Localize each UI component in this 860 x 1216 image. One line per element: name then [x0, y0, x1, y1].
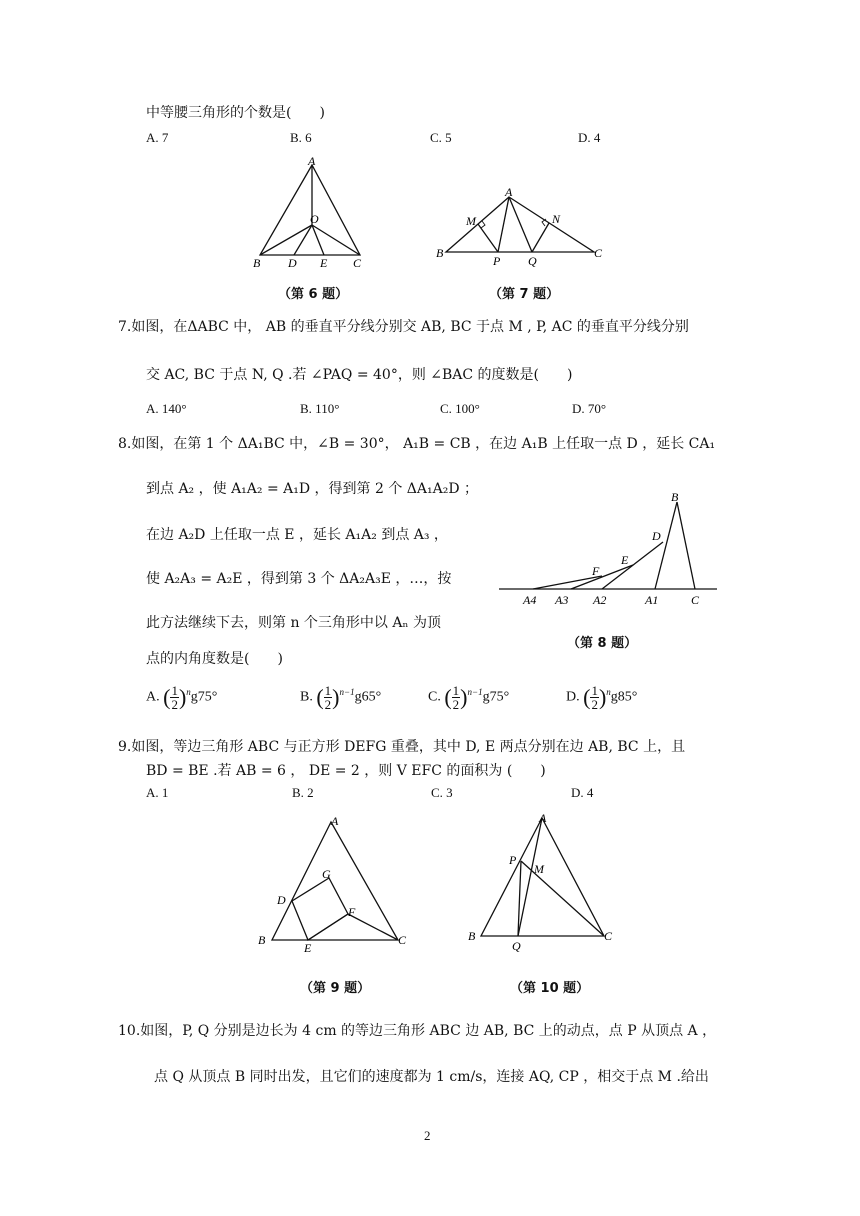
fig9-label-e: E [304, 941, 312, 955]
q8-option-d: D. ( $\frac{1}{2}$ )$^n$g85° [566, 683, 638, 712]
q7-option-b: B. 110° [300, 401, 340, 416]
figure-8 [495, 488, 720, 613]
q9-option-c: C. 3 [431, 785, 453, 800]
fig7-label-m: M [466, 214, 476, 228]
fig8-label-d: D [652, 529, 661, 543]
q7-option-c: C. 100° [440, 401, 480, 416]
fig9-label-f: F [348, 905, 356, 919]
q10-line1: 10.如图，P, Q 分别是边长为 4 cm 的等边三角形 ABC 边 AB, BC 上的动点，点 P 从顶点 A ， [118, 1023, 717, 1039]
figure-9 [255, 810, 415, 955]
fig10-label-q: Q [512, 939, 521, 953]
q6-stem: 中等腰三角形的个数是( ) [146, 105, 325, 121]
q7-option-a: A. 140° [146, 401, 187, 416]
fig6-caption: （第 6 题） [278, 287, 349, 302]
q8-option-a: A. ( $\frac{1}{2}$ )$^n$g75° [146, 683, 218, 712]
q9-line1: 9.如图，等边三角形 ABC 与正方形 DEFG 重叠，其中 D, E 两点分别在边 AB, BC 上，且 [118, 739, 686, 755]
fig8-label-b: B [671, 490, 679, 504]
q8-option-c: C. ( $\frac{1}{2}$ )$^{n-1}$g75° [428, 683, 510, 712]
q8-line5: 此方法继续下去，则第 n 个三角形中以 Aₙ 为顶 [146, 615, 441, 631]
figure-10 [465, 810, 625, 955]
fig10-label-m: M [534, 862, 544, 876]
fig10-caption: （第 10 题） [510, 981, 590, 996]
fig7-label-p: P [493, 254, 501, 268]
q10-line2: 点 Q 从顶点 B 同时出发，且它们的速度都为 1 cm/s，连接 AQ, CP ，相交于点 M .给出 [154, 1069, 709, 1085]
fig9-caption: （第 9 题） [300, 981, 371, 996]
fig8-caption: （第 8 题） [567, 636, 638, 651]
fig10-label-a: A [539, 811, 547, 825]
q7-option-d: D. 70° [572, 401, 607, 416]
q9-option-a: A. 1 [146, 785, 169, 800]
fig8-label-c: C [691, 593, 700, 607]
fig9-label-a: A [331, 814, 339, 828]
q9-option-b: B. 2 [292, 785, 314, 800]
fig9-label-c: C [398, 933, 407, 947]
q8-line4: 使 A₂A₃ = A₂E ，得到第 3 个 ΔA₂A₃E ，…，按 [146, 571, 452, 587]
figure-6 [245, 155, 375, 270]
q6-option-d: D. 4 [578, 130, 601, 145]
fig9-label-g: G [322, 867, 331, 881]
fig6-label-b: B [253, 256, 261, 270]
q8-line6: 点的内角度数是( ) [146, 651, 283, 667]
q8-option-b: B. ( $\frac{1}{2}$ )$^{n-1}$g65° [300, 683, 382, 712]
fig6-label-a: A [308, 155, 316, 168]
fig8-label-a3: A3 [555, 593, 569, 607]
fig7-label-a: A [505, 185, 513, 199]
q7-line1: 7.如图，在ΔABC 中， AB 的垂直平分线分别交 AB, BC 于点 M , P, AC 的垂直平分线分别 [118, 319, 689, 335]
q8-line3: 在边 A₂D 上任取一点 E ，延长 A₁A₂ 到点 A₃ ， [146, 527, 448, 543]
q6-option-b: B. 6 [290, 130, 312, 145]
q8-line2: 到点 A₂ ，使 A₁A₂ = A₁D ，得到第 2 个 ΔA₁A₂D ； [146, 481, 479, 497]
fig7-label-c: C [594, 246, 603, 260]
page-number: 2 [424, 1128, 431, 1143]
q6-option-c: C. 5 [430, 130, 452, 145]
q7-line2: 交 AC, BC 于点 N, Q .若 ∠PAQ = 40°，则 ∠BAC 的度数是( ) [146, 367, 573, 383]
fig10-label-p: P [509, 853, 517, 867]
q9-option-d: D. 4 [571, 785, 594, 800]
fig8-label-a2: A2 [593, 593, 607, 607]
figure-7 [432, 185, 612, 270]
fig10-label-c: C [604, 929, 613, 943]
fig7-label-q: Q [528, 254, 537, 268]
fig8-label-e: E [621, 553, 629, 567]
fig8-label-a4: A4 [523, 593, 537, 607]
fig7-label-n: N [552, 212, 561, 226]
fig6-label-c: C [353, 256, 362, 270]
fig6-label-e: E [320, 256, 328, 270]
fig6-label-o: O [310, 212, 319, 226]
fig8-label-f: F [592, 564, 600, 578]
q6-option-a: A. 7 [146, 130, 169, 145]
fig10-label-b: B [468, 929, 476, 943]
q8-line1: 8.如图，在第 1 个 ΔA₁BC 中，∠B = 30°， A₁B = CB ，在边 A₁B 上任取一点 D ，延长 CA₁ [118, 436, 716, 452]
fig7-label-b: B [436, 246, 444, 260]
fig9-label-b: B [258, 933, 266, 947]
q9-line2: BD = BE .若 AB = 6 ， DE = 2 ，则 V EFC 的面积为 ( ) [146, 763, 546, 779]
fig9-label-d: D [277, 893, 286, 907]
fig7-caption: （第 7 题） [489, 287, 560, 302]
fig6-label-d: D [288, 256, 297, 270]
fig8-label-a1: A1 [645, 593, 659, 607]
